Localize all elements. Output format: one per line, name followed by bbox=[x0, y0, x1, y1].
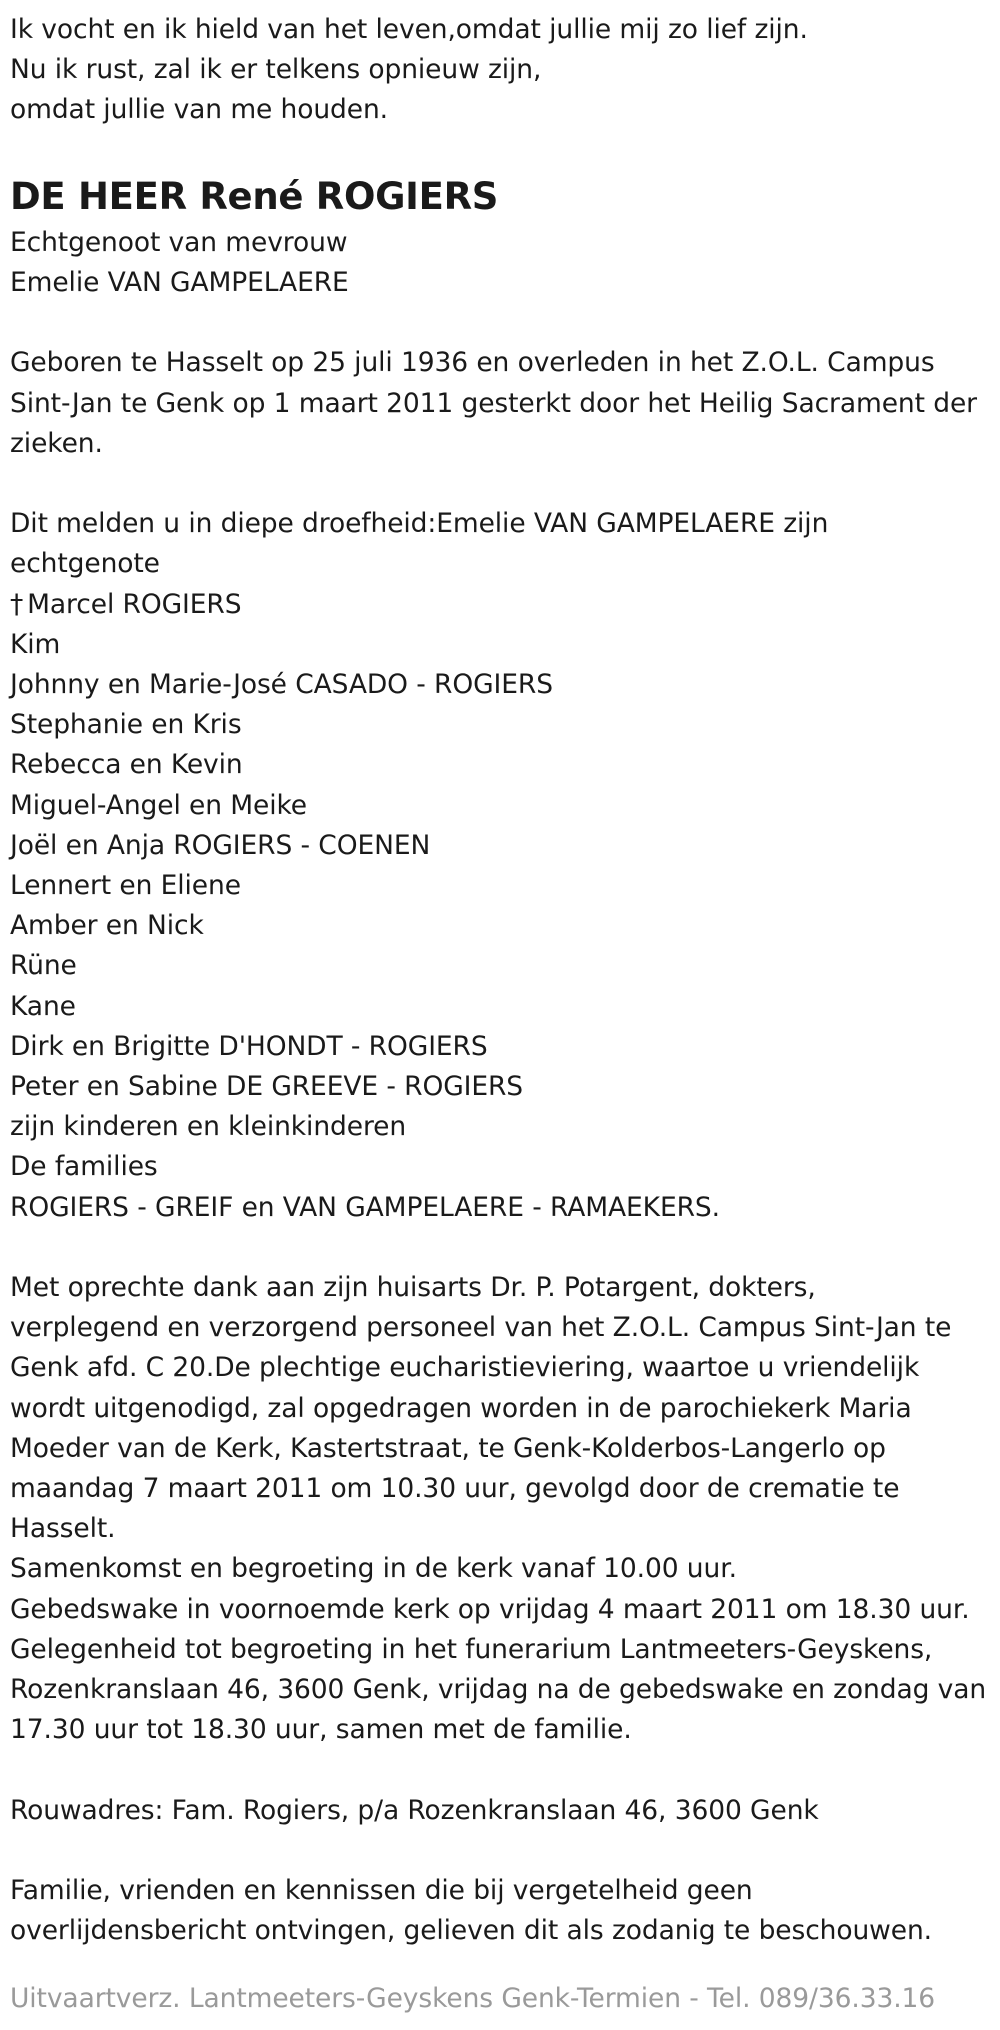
mourners-intro-line: echtgenote bbox=[10, 548, 160, 580]
birth-death-line: zieken. bbox=[10, 427, 103, 459]
family-line: De families bbox=[10, 1151, 158, 1183]
spouse-section bbox=[10, 223, 990, 303]
deceased-child-name: Marcel ROGIERS bbox=[27, 588, 242, 620]
family-line: Dirk en Brigitte D'HONDT - ROGIERS bbox=[10, 1030, 488, 1062]
closing-line: Familie, vrienden en kennissen die bij vergetelheid geen bbox=[10, 1875, 753, 1907]
family-line: Lennert en Eliene bbox=[10, 870, 241, 902]
ceremony-line: Gelegenheid tot begroeting in het funerarium Lantmeeters-Geyskens, bbox=[10, 1633, 933, 1665]
family-line: Kane bbox=[10, 990, 76, 1022]
ceremony-line: maandag 7 maart 2011 om 10.30 uur, gevolgd door de crematie te bbox=[10, 1473, 900, 1505]
cross-icon: † bbox=[10, 588, 24, 620]
poem-line: Nu ik rust, zal ik er telkens opnieuw zijn, bbox=[10, 54, 542, 86]
mourners-intro-line: Dit melden u in diepe droefheid:Emelie VAN GAMPELAERE zijn bbox=[10, 508, 829, 540]
poem-line: Ik vocht en ik hield van het leven,omdat jullie mij zo lief zijn. bbox=[10, 14, 808, 45]
ceremony-line: verplegend en verzorgend personeel van het Z.O.L. Campus Sint-Jan te bbox=[10, 1312, 952, 1344]
family-line: Kim bbox=[10, 628, 61, 660]
mourning-address: Rouwadres: Fam. Rogiers, p/a Rozenkranslaan 46, 3600 Genk bbox=[10, 1794, 819, 1826]
ceremony-line: wordt uitgenodigd, zal opgedragen worden in de parochiekerk Maria bbox=[10, 1392, 912, 1424]
family-line: zijn kinderen en kleinkinderen bbox=[10, 1111, 407, 1143]
birth-death-section bbox=[10, 343, 990, 464]
poem-line: omdat jullie van me houden. bbox=[10, 94, 389, 126]
deceased-child-line bbox=[10, 585, 990, 625]
family-line: Peter en Sabine DE GREEVE - ROGIERS bbox=[10, 1071, 524, 1103]
mourners-section bbox=[10, 504, 990, 1228]
birth-death-line: Sint-Jan te Genk op 1 maart 2011 gesterkt door het Heilig Sacrament der bbox=[10, 387, 977, 419]
family-line: Rüne bbox=[10, 950, 77, 982]
family-line: Miguel-Angel en Meike bbox=[10, 789, 307, 821]
family-line: Joël en Anja ROGIERS - COENEN bbox=[10, 829, 431, 861]
closing-line: overlijdensbericht ontvingen, gelieven dit als zodanig te beschouwen. bbox=[10, 1915, 932, 1947]
ceremony-line: Genk afd. C 20.De plechtige eucharistieviering, waartoe u vriendelijk bbox=[10, 1352, 920, 1384]
funeral-home-footer: Uitvaartverz. Lantmeeters-Geyskens Genk-Termien - Tel. 089/36.33.16 bbox=[10, 1983, 936, 2014]
family-line: Johnny en Marie-José CASADO - ROGIERS bbox=[10, 669, 553, 700]
family-line: Stephanie en Kris bbox=[10, 709, 242, 741]
thanks-ceremony-section bbox=[10, 1268, 990, 1750]
family-line: Amber en Nick bbox=[10, 910, 204, 942]
birth-death-line: Geboren te Hasselt op 25 juli 1936 en overleden in het Z.O.L. Campus bbox=[10, 347, 935, 379]
ceremony-line: Samenkomst en begroeting in de kerk vanaf 10.00 uur. bbox=[10, 1553, 737, 1585]
family-line: ROGIERS - GREIF en VAN GAMPELAERE - RAMAEKERS. bbox=[10, 1191, 720, 1223]
ceremony-line: Rozenkranslaan 46, 3600 Genk, vrijdag na de gebedswake en zondag van bbox=[10, 1674, 987, 1706]
spouse-line: Echtgenoot van mevrouw bbox=[10, 226, 348, 258]
ceremony-line: Met oprechte dank aan zijn huisarts Dr. P. Potargent, dokters, bbox=[10, 1272, 816, 1304]
ceremony-line: Hasselt. bbox=[10, 1513, 116, 1545]
spouse-line: Emelie VAN GAMPELAERE bbox=[10, 267, 349, 298]
ceremony-line: 17.30 uur tot 18.30 uur, samen met de familie. bbox=[10, 1714, 632, 1746]
poem bbox=[10, 10, 990, 131]
family-line: Rebecca en Kevin bbox=[10, 749, 243, 781]
deceased-name-heading: DE HEER René ROGIERS bbox=[10, 174, 499, 218]
ceremony-line: Gebedswake in voornoemde kerk op vrijdag 4 maart 2011 om 18.30 uur. bbox=[10, 1593, 970, 1625]
closing-note bbox=[10, 1871, 990, 1951]
ceremony-line: Moeder van de Kerk, Kastertstraat, te Genk-Kolderbos-Langerlo op bbox=[10, 1432, 886, 1464]
